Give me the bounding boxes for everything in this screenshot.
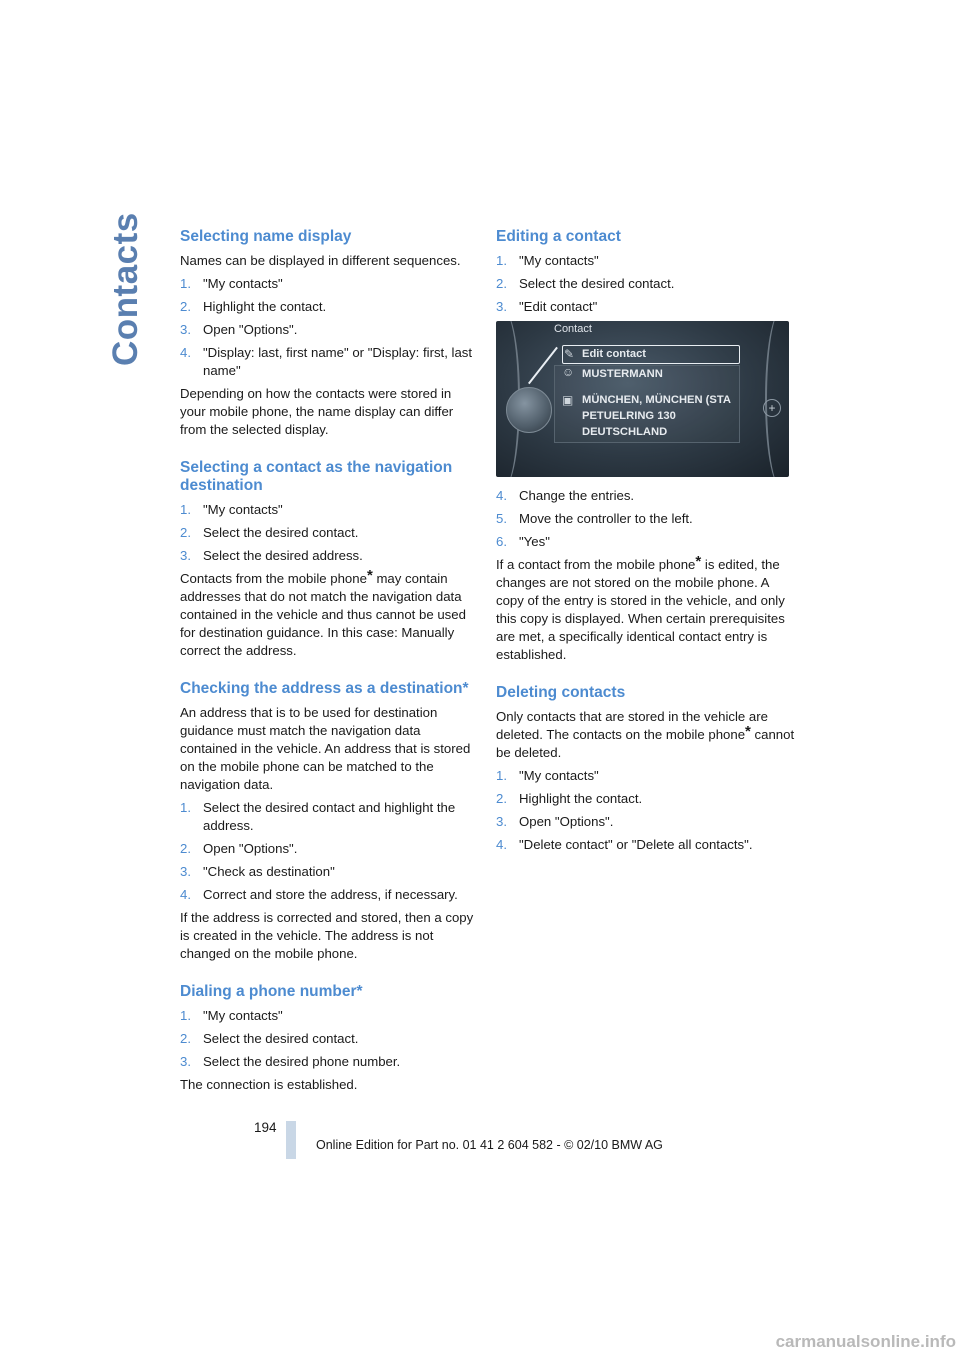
step-text: "My contacts" [203, 1008, 283, 1023]
step-number: 2. [496, 791, 507, 806]
list-item [180, 1030, 480, 1048]
step-number: 1. [180, 1008, 191, 1023]
text-run: is edited, the changes are not stored on the mobile phone. A copy of the entry is stored in the vehicle, and only this copy is displayed. When certain prerequisites are met, a specifically identical contact entry is established. [496, 557, 785, 662]
controller-knob [506, 387, 552, 433]
side-tab-label: Contacts [106, 212, 145, 366]
text-run: may contain addresses that do not match the navigation data contained in the vehicle and thus cannot be used for destination guidance. In this case: Manually correct the address. [180, 571, 466, 658]
step-number: 4. [496, 837, 507, 852]
optional-equipment-star: * [366, 567, 373, 584]
screen-title: Contact [554, 323, 592, 335]
idrive-screen-photo [496, 321, 789, 477]
step-text: "Yes" [519, 534, 550, 549]
step-text: Select the desired phone number. [203, 1054, 401, 1069]
section-name-display [180, 228, 480, 439]
list-item [180, 298, 480, 316]
step-number: 1. [180, 800, 191, 815]
step-text: "Edit contact" [519, 299, 598, 314]
list-item [496, 767, 796, 785]
step-text: "Check as destination" [203, 864, 335, 879]
list-item [180, 275, 480, 293]
step-number: 3. [180, 322, 191, 337]
list-item [180, 799, 480, 835]
list-item [496, 836, 796, 854]
text-run: Only contacts that are stored in the vehicle are deleted. The contacts on the mobile phone [496, 709, 768, 742]
list-item [180, 1053, 480, 1071]
footer-edition-text: Online Edition for Part no. 01 41 2 604 582 - © 02/10 BMW AG [316, 1138, 663, 1152]
step-list [496, 487, 796, 551]
step-text: Highlight the contact. [203, 299, 327, 314]
heading-navigation-destination: Selecting a contact as the navigation destination [180, 459, 453, 494]
step-text: "Display: last, first name" or "Display: first, last name" [203, 345, 473, 378]
text-run: Contacts from the mobile phone [180, 571, 367, 586]
list-item [180, 547, 480, 565]
step-number: 1. [496, 768, 507, 783]
list-item [180, 524, 480, 542]
section-navigation-destination [180, 459, 480, 660]
step-number: 4. [180, 887, 191, 902]
step-number: 1. [180, 502, 191, 517]
step-text: Select the desired contact. [203, 1031, 359, 1046]
list-item [180, 321, 480, 339]
step-list [180, 501, 480, 565]
paragraph: Depending on how the contacts were stored in your mobile phone, the name display can differ from the selected display. [180, 386, 454, 437]
step-text: Select the desired contact and highlight the address. [203, 800, 456, 833]
list-item [496, 813, 796, 831]
step-number: 2. [180, 299, 191, 314]
paragraph [496, 553, 796, 664]
step-text: Highlight the contact. [519, 791, 643, 806]
screen-row-name: MUSTERMANN [582, 368, 663, 380]
paragraph: The connection is established. [180, 1077, 358, 1092]
step-text: Select the desired contact. [519, 276, 675, 291]
list-item [496, 510, 796, 528]
step-number: 6. [496, 534, 507, 549]
section-side-tab [100, 160, 156, 380]
heading-edit-contact: Editing a contact [496, 228, 621, 245]
list-item [180, 501, 480, 519]
step-number: 3. [180, 1054, 191, 1069]
screen-address-line1: MÜNCHEN, MÜNCHEN (STA [582, 394, 731, 406]
step-number: 1. [180, 276, 191, 291]
heading-name-display: Selecting name display [180, 228, 352, 245]
list-item [180, 1007, 480, 1025]
step-text: "My contacts" [519, 253, 599, 268]
step-number: 2. [180, 841, 191, 856]
step-text: "Delete contact" or "Delete all contacts". [519, 837, 753, 852]
paragraph [496, 708, 796, 762]
right-column [496, 228, 796, 859]
heading-check-address: Checking the address as a destination* [180, 680, 469, 697]
step-number: 4. [180, 345, 191, 360]
pencil-icon: ✎ [564, 347, 575, 361]
footer-accent-bar [286, 1121, 296, 1159]
list-item [496, 252, 796, 270]
screen-row-edit: Edit contact [582, 348, 647, 360]
step-list [496, 252, 796, 316]
section-check-address [180, 680, 480, 963]
step-text: Select the desired address. [203, 548, 363, 563]
step-number: 4. [496, 488, 507, 503]
optional-equipment-star: * [745, 723, 751, 740]
person-icon: ☺ [562, 365, 575, 379]
section-dial-number [180, 983, 480, 1094]
left-column [180, 228, 480, 1099]
plus-icon: + [763, 399, 781, 417]
step-text: Move the controller to the left. [519, 511, 693, 526]
list-item [496, 790, 796, 808]
step-number: 5. [496, 511, 507, 526]
address-card-icon: ▣ [562, 393, 574, 407]
list-item [180, 840, 480, 858]
list-item [496, 275, 796, 293]
text-run: cannot be deleted. [496, 727, 795, 760]
list-item [496, 533, 796, 551]
step-text: Correct and store the address, if necessary. [203, 887, 458, 902]
list-item [496, 298, 796, 316]
screen-address-line2: PETUELRING 130 [582, 410, 676, 422]
step-text: "My contacts" [203, 502, 283, 517]
list-item [496, 487, 796, 505]
paragraph: An address that is to be used for destination guidance must match the navigation data contained in the vehicle. An address that is stored on the mobile phone can be matched to the navigation data. [180, 705, 471, 792]
step-text: Select the desired contact. [203, 525, 359, 540]
page-number: 194 [254, 1120, 277, 1135]
screen-address-line3: DEUTSCHLAND [582, 426, 668, 438]
text-run: If a contact from the mobile phone [496, 557, 696, 572]
list-item [180, 863, 480, 881]
list-item [180, 344, 480, 380]
optional-equipment-star: * [695, 553, 702, 570]
step-number: 2. [180, 1031, 191, 1046]
step-list [180, 275, 480, 380]
watermark: carmanualsonline.info [775, 1332, 956, 1351]
step-number: 3. [180, 548, 191, 563]
step-text: Open "Options". [203, 841, 298, 856]
step-number: 1. [496, 253, 507, 268]
step-number: 3. [496, 814, 507, 829]
section-delete-contacts [496, 684, 796, 854]
paragraph [180, 567, 480, 660]
section-edit-contact [496, 228, 796, 664]
step-text: Open "Options". [519, 814, 614, 829]
step-number: 2. [180, 525, 191, 540]
paragraph: If the address is corrected and stored, then a copy is created in the vehicle. The address is not changed on the mobile phone. [180, 910, 474, 961]
step-text: Change the entries. [519, 488, 635, 503]
heading-dial-number: Dialing a phone number* [180, 983, 363, 1000]
paragraph: Names can be displayed in different sequences. [180, 253, 461, 268]
step-text: Open "Options". [203, 322, 298, 337]
step-number: 3. [496, 299, 507, 314]
step-number: 2. [496, 276, 507, 291]
step-text: "My contacts" [203, 276, 283, 291]
heading-delete-contacts: Deleting contacts [496, 684, 626, 701]
step-text: "My contacts" [519, 768, 599, 783]
list-item [180, 886, 480, 904]
step-number: 3. [180, 864, 191, 879]
step-list [180, 1007, 480, 1071]
step-list [496, 767, 796, 854]
step-list [180, 799, 480, 904]
